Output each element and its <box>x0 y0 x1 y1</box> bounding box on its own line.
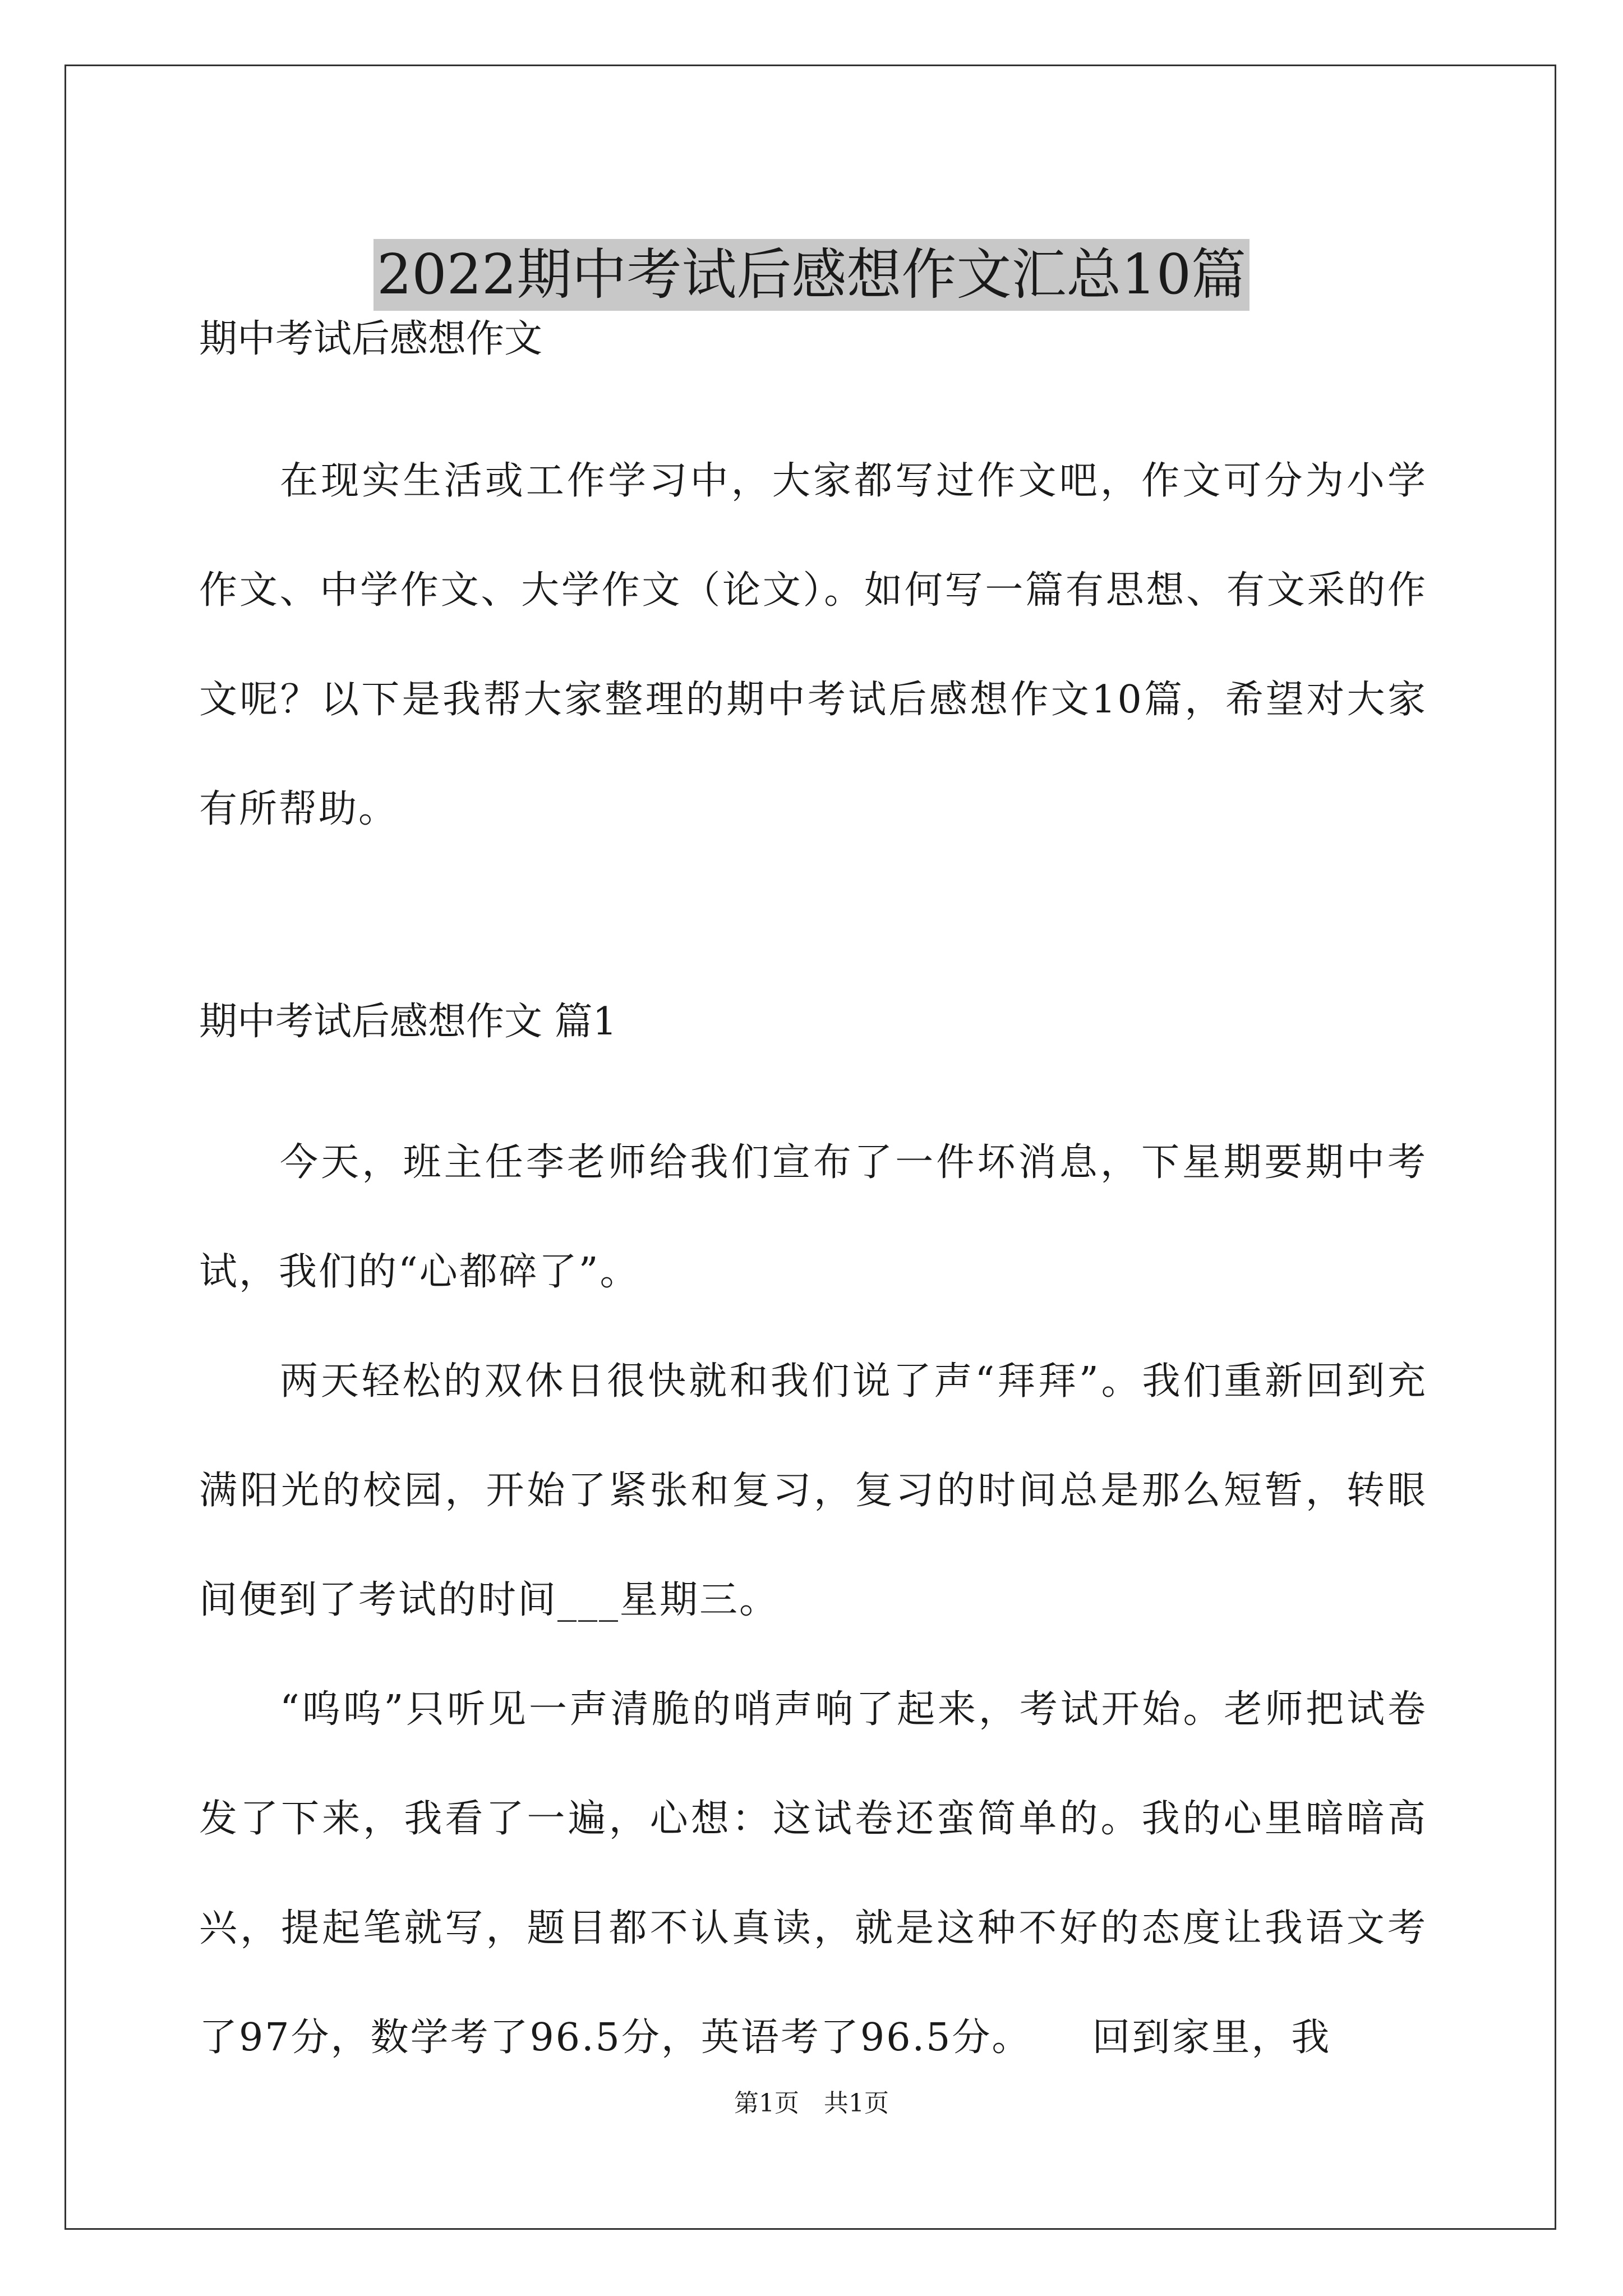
section1-paragraph: 两天轻松的双休日很快就和我们说了声“拜拜”。我们重新回到充满阳光的校园，开始了紧张和复习，复习的时间总是那么短暂，转眼间便到了考试的时间___星期三。 <box>199 1359 1427 1622</box>
intro-heading: 期中考试后感想作文 <box>199 317 543 361</box>
section1-paragraph: “呜呜”只听见一声清脆的哨声响了起来，考试开始。老师把试卷发了下来，我看了一遍，心想：这试卷还蛮简单的。我的心里暗暗高兴，提起笔就写，题目都不认真读，就是这种不好的态度让我语文考了97分，数学考了96.5分，英语考了96.5分。 回到家里，我 <box>199 1687 1427 2060</box>
page-title: 2022期中考试后感想作文汇总10篇 <box>374 239 1249 311</box>
intro-paragraph: 在现实生活或工作学习中，大家都写过作文吧，作文可分为小学作文、中学作文、大学作文（论文）。如何写一篇有思想、有文采的作文呢？以下是我帮大家整理的期中考试后感想作文10篇，希望对大家有所帮助。 <box>199 459 1427 831</box>
page-footer: 第1页 共1页 <box>734 2089 889 2118</box>
section1-body <box>199 1108 1427 2092</box>
section1-paragraph: 今天，班主任李老师给我们宣布了一件坏消息，下星期要期中考试，我们的“心都碎了”。 <box>199 1140 1427 1294</box>
section1-heading: 期中考试后感想作文 篇1 <box>199 1000 617 1044</box>
intro-section <box>199 426 1427 864</box>
